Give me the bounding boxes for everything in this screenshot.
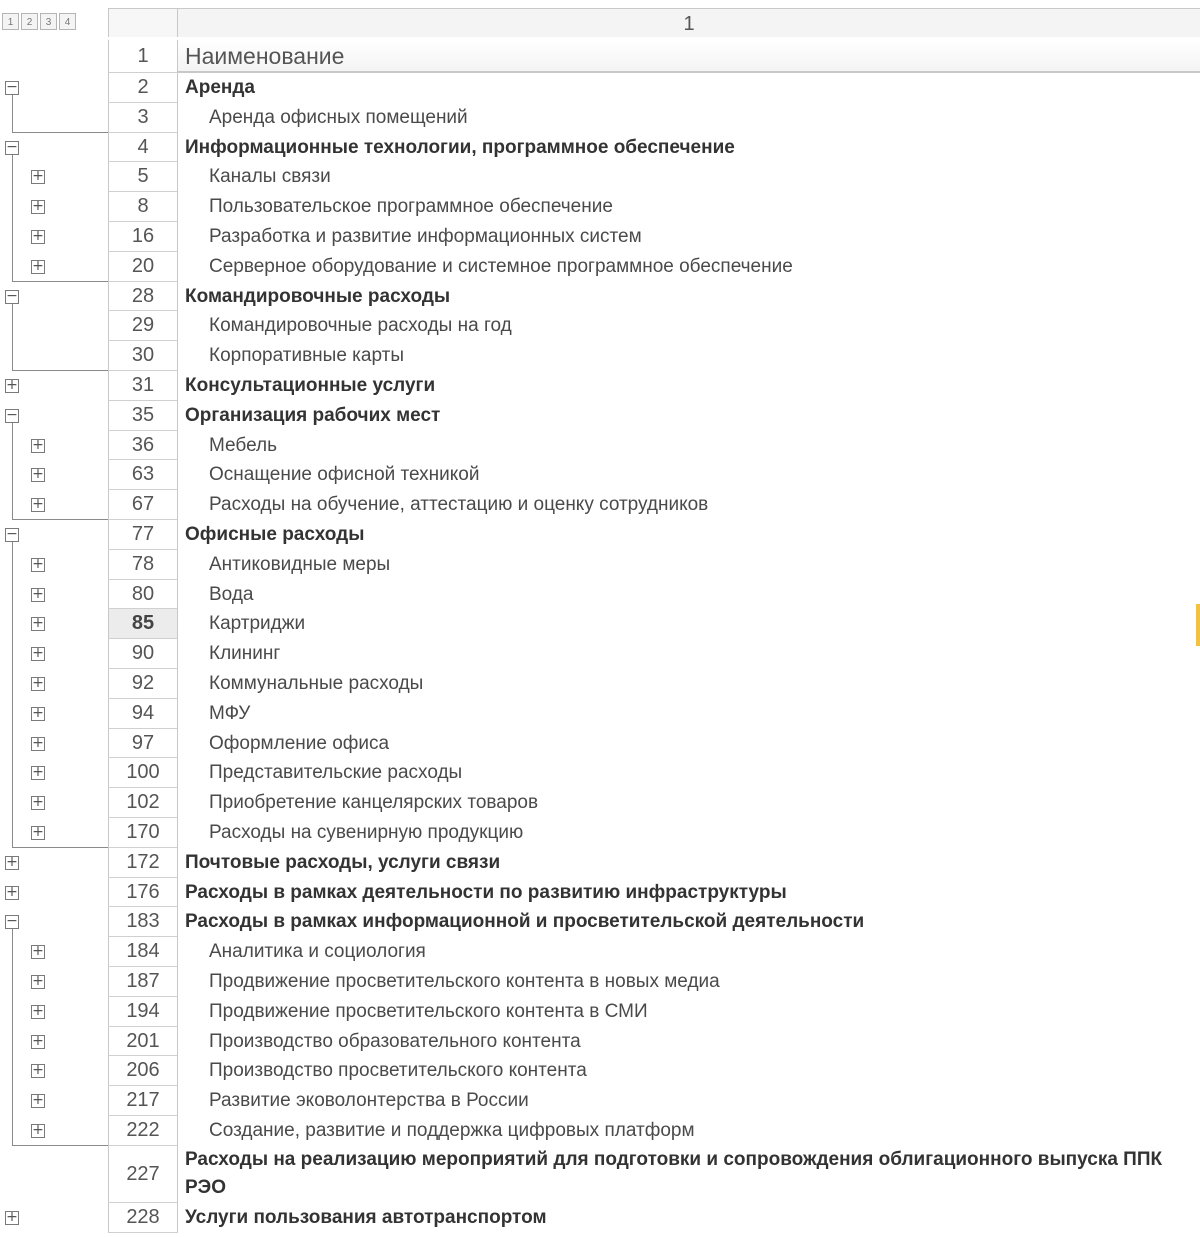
expand-group-icon[interactable]: + — [32, 1062, 44, 1079]
group-row-cell[interactable]: Организация рабочих мест — [185, 404, 441, 426]
outline-level-4-button[interactable]: 4 — [59, 13, 76, 30]
item-row-cell[interactable]: Аренда офисных помещений — [209, 106, 468, 128]
row-number[interactable]: 194 — [108, 997, 178, 1027]
expand-group-icon[interactable]: + — [32, 168, 44, 185]
header-cell-name[interactable]: Наименование — [178, 40, 1200, 73]
expand-group-icon[interactable]: + — [32, 1002, 44, 1019]
group-row-cell[interactable]: Расходы в рамках деятельности по развитию инфраструктуры — [185, 881, 787, 903]
scroll-position-marker — [1196, 604, 1200, 646]
column-header-1[interactable]: 1 — [178, 9, 1200, 37]
item-row-cell[interactable]: Разработка и развитие информационных систем — [209, 226, 642, 247]
outline-level-1-button[interactable]: 1 — [2, 13, 19, 30]
row-number[interactable]: 90 — [108, 639, 178, 669]
item-row-cell[interactable]: Пользовательское программное обеспечение — [209, 196, 613, 218]
row-number[interactable]: 170 — [108, 818, 178, 848]
row-number[interactable]: 16 — [108, 222, 178, 252]
row-number[interactable]: 77 — [108, 520, 178, 550]
item-row-cell[interactable]: Представительские расходы — [209, 762, 463, 784]
outline-level-buttons — [2, 13, 76, 30]
outline-group-bracket-end — [12, 847, 108, 848]
expand-group-icon[interactable]: + — [32, 734, 44, 751]
collapse-group-icon[interactable]: − — [6, 287, 18, 304]
item-row-cell[interactable]: Каналы связи — [209, 166, 331, 188]
expand-group-icon[interactable]: + — [6, 376, 18, 393]
row-number[interactable]: 67 — [108, 490, 178, 520]
outline-group-bracket-end — [12, 132, 108, 133]
item-row-cell[interactable]: Мебель — [209, 434, 277, 456]
outline-group-bracket — [12, 155, 13, 282]
row-number[interactable]: 227 — [108, 1146, 178, 1203]
row-number[interactable]: 3 — [108, 103, 178, 133]
item-row-cell[interactable]: Командировочные расходы на год — [209, 315, 512, 337]
item-row-cell[interactable]: Картриджи — [209, 613, 306, 635]
row-number[interactable]: 78 — [108, 550, 178, 580]
item-row-cell[interactable]: Продвижение просветительского контента в новых медиа — [209, 971, 720, 992]
row-number[interactable]: 222 — [108, 1116, 178, 1146]
item-row-cell[interactable]: Аналитика и социология — [209, 941, 426, 963]
expand-group-icon[interactable]: + — [32, 645, 44, 662]
item-row-cell[interactable]: Корпоративные карты — [209, 345, 404, 367]
row-number[interactable]: 187 — [108, 967, 178, 997]
collapse-group-icon[interactable]: − — [6, 406, 18, 423]
expand-group-icon[interactable]: + — [32, 764, 44, 781]
item-row-cell[interactable]: Серверное оборудование и системное программное обеспечение — [209, 255, 793, 277]
collapse-group-icon[interactable]: − — [6, 78, 18, 95]
column-header-bar — [108, 8, 1200, 37]
row-number[interactable]: 28 — [108, 282, 178, 312]
row-number[interactable]: 8 — [108, 192, 178, 222]
outline-group-bracket-end — [12, 370, 108, 371]
row-number[interactable]: 184 — [108, 937, 178, 967]
row-number[interactable]: 217 — [108, 1086, 178, 1116]
item-row-cell[interactable]: Развитие эковолонтерства в России — [209, 1090, 529, 1112]
item-row-cell[interactable]: Вода — [209, 583, 254, 605]
row-number[interactable]: 100 — [108, 758, 178, 788]
row-number[interactable]: 201 — [108, 1027, 178, 1057]
row-number[interactable]: 20 — [108, 252, 178, 282]
row-number[interactable]: 102 — [108, 788, 178, 818]
group-row-cell[interactable]: Командировочные расходы — [185, 285, 451, 307]
item-row-cell[interactable]: Коммунальные расходы — [209, 673, 424, 694]
group-row-cell[interactable]: Аренда — [185, 77, 255, 98]
outline-level-3-button[interactable]: 3 — [40, 13, 57, 30]
outline-group-bracket — [12, 304, 13, 372]
row-number[interactable]: 30 — [108, 341, 178, 371]
collapse-group-icon[interactable]: − — [6, 138, 18, 155]
row-number[interactable]: 85 — [108, 609, 178, 639]
row-number[interactable]: 5 — [108, 162, 178, 192]
group-row-cell[interactable]: Офисные расходы — [185, 524, 365, 545]
expand-group-icon[interactable]: + — [32, 466, 44, 483]
row-number[interactable]: 206 — [108, 1056, 178, 1086]
item-row-cell[interactable]: Производство просветительского контента — [209, 1060, 587, 1082]
expand-group-icon[interactable]: + — [6, 1208, 18, 1225]
expand-group-icon[interactable]: + — [6, 883, 18, 900]
item-row-cell[interactable]: Расходы на сувенирную продукцию — [209, 822, 524, 843]
row-number[interactable]: 80 — [108, 580, 178, 610]
group-row-cell[interactable]: Почтовые расходы, услуги связи — [185, 851, 501, 873]
item-row-cell[interactable]: Оснащение офисной техникой — [209, 464, 480, 486]
group-row-cell[interactable]: Услуги пользования автотранспортом — [185, 1206, 547, 1228]
item-row-cell[interactable]: Приобретение канцелярских товаров — [209, 792, 539, 814]
row-number[interactable]: 183 — [108, 907, 178, 937]
row-number[interactable]: 97 — [108, 729, 178, 759]
outline-group-bracket-end — [12, 519, 108, 520]
expand-group-icon[interactable]: + — [32, 436, 44, 453]
row-number-header[interactable]: 1 — [108, 40, 178, 73]
expand-group-icon[interactable]: + — [32, 823, 44, 840]
outline-group-bracket — [12, 929, 13, 1146]
group-row-cell[interactable]: Расходы в рамках информационной и просветительской деятельности — [185, 911, 865, 933]
select-all-corner[interactable] — [108, 9, 178, 37]
item-row-cell[interactable]: Производство образовательного контента — [209, 1030, 581, 1052]
collapse-group-icon[interactable]: − — [6, 913, 18, 930]
expand-group-icon[interactable]: + — [6, 853, 18, 870]
collapse-group-icon[interactable]: − — [6, 525, 18, 542]
expand-group-icon[interactable]: + — [32, 704, 44, 721]
item-row-cell[interactable]: Антиковидные меры — [209, 553, 391, 575]
expand-group-icon[interactable]: + — [32, 1092, 44, 1109]
item-row-cell[interactable]: Создание, развитие и поддержка цифровых платформ — [209, 1120, 695, 1141]
row-number[interactable]: 172 — [108, 848, 178, 878]
expand-group-icon[interactable]: + — [32, 943, 44, 960]
outline-group-bracket — [12, 542, 13, 848]
expand-group-icon[interactable]: + — [32, 227, 44, 244]
expand-group-icon[interactable]: + — [32, 972, 44, 989]
row-number[interactable]: 35 — [108, 401, 178, 431]
row-number[interactable]: 63 — [108, 460, 178, 490]
expand-group-icon[interactable]: + — [32, 615, 44, 632]
outline-group-bracket — [12, 423, 13, 520]
expand-group-icon[interactable]: + — [32, 585, 44, 602]
row-number[interactable]: 31 — [108, 371, 178, 401]
item-row-cell[interactable]: Клининг — [209, 643, 281, 665]
item-row-cell[interactable]: Продвижение просветительского контента в СМИ — [209, 1000, 648, 1022]
item-row-cell[interactable]: МФУ — [209, 702, 251, 724]
expand-group-icon[interactable]: + — [32, 794, 44, 811]
row-number[interactable]: 36 — [108, 431, 178, 461]
row-number[interactable]: 29 — [108, 311, 178, 341]
group-row-cell[interactable]: Информационные технологии, программное обеспечение — [185, 136, 735, 158]
outline-level-2-button[interactable]: 2 — [21, 13, 38, 30]
group-row-cell[interactable]: Расходы на реализацию мероприятий для подготовки и сопровождения облигационного выпуска ППК РЭО — [185, 1148, 1163, 1198]
expand-group-icon[interactable]: + — [32, 674, 44, 691]
row-number[interactable]: 228 — [108, 1203, 178, 1233]
item-row-cell[interactable]: Расходы на обучение, аттестацию и оценку сотрудников — [209, 494, 709, 516]
row-number[interactable]: 92 — [108, 669, 178, 699]
row-number[interactable]: 4 — [108, 133, 178, 163]
outline-group-bracket — [12, 95, 13, 133]
expand-group-icon[interactable]: + — [32, 1032, 44, 1049]
row-number[interactable]: 94 — [108, 699, 178, 729]
outline-group-bracket-end — [12, 1145, 108, 1146]
expand-group-icon[interactable]: + — [32, 1121, 44, 1138]
expand-group-icon[interactable]: + — [32, 198, 44, 215]
expand-group-icon[interactable]: + — [32, 555, 44, 572]
outline-group-bracket-end — [12, 281, 108, 282]
row-number[interactable]: 2 — [108, 73, 178, 103]
row-number[interactable]: 176 — [108, 878, 178, 908]
group-row-cell[interactable]: Консультационные услуги — [185, 375, 436, 396]
item-row-cell[interactable]: Оформление офиса — [209, 732, 390, 754]
expand-group-icon[interactable]: + — [32, 257, 44, 274]
expand-group-icon[interactable]: + — [32, 496, 44, 513]
